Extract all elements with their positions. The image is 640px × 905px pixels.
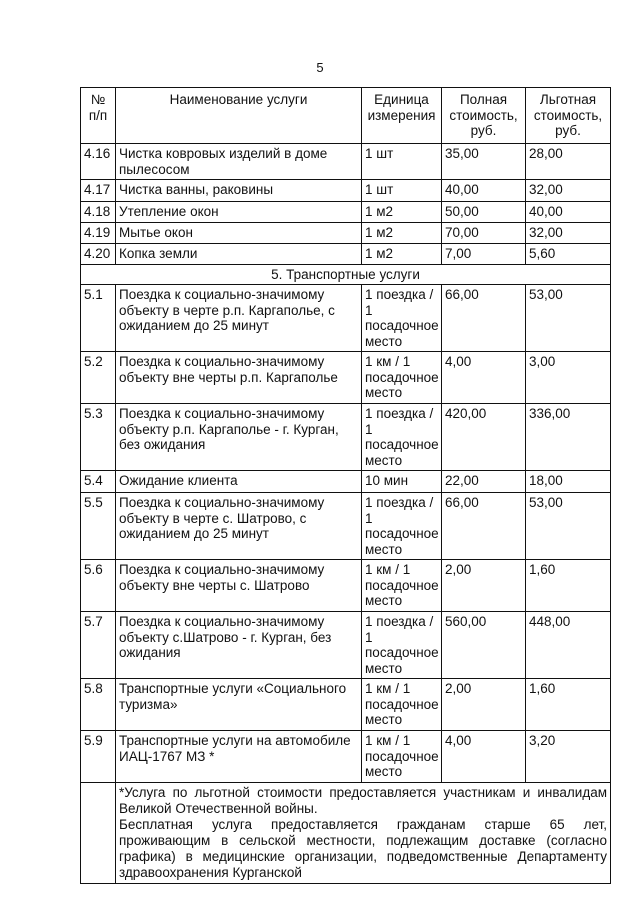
cell-service-name: Утепление окон <box>116 202 362 223</box>
notes-group <box>81 783 611 884</box>
cell-unit: 1 шт <box>362 144 442 180</box>
table-row <box>81 679 611 731</box>
price-table <box>80 87 611 884</box>
cell-discount-cost: 1,60 <box>526 679 611 731</box>
cell-discount-cost: 40,00 <box>526 202 611 223</box>
header-discount-cost: Льготная стоимость, руб. <box>526 88 611 144</box>
cell-full-cost: 7,00 <box>442 244 526 265</box>
cell-number: 5.5 <box>81 493 116 560</box>
cell-number: 5.1 <box>81 285 116 352</box>
table-row <box>81 493 611 560</box>
cell-discount-cost: 53,00 <box>526 285 611 352</box>
cell-number: 4.16 <box>81 144 116 180</box>
header-unit: Единица измерения <box>362 88 442 144</box>
cell-number: 5.2 <box>81 352 116 404</box>
notes-row <box>81 783 611 884</box>
cell-unit: 1 поездка / 1 посадочное место <box>362 404 442 471</box>
table-body-transport <box>81 285 611 783</box>
cell-discount-cost: 448,00 <box>526 612 611 679</box>
cell-discount-cost: 28,00 <box>526 144 611 180</box>
cell-unit: 1 км / 1 посадочное место <box>362 731 442 783</box>
cell-discount-cost: 53,00 <box>526 493 611 560</box>
cell-unit: 1 м2 <box>362 244 442 265</box>
cell-full-cost: 66,00 <box>442 493 526 560</box>
table-header-row <box>81 88 611 144</box>
notes-empty-cell <box>81 783 116 884</box>
cell-full-cost: 2,00 <box>442 679 526 731</box>
cell-unit: 1 км / 1 посадочное место <box>362 679 442 731</box>
cell-number: 4.19 <box>81 223 116 244</box>
cell-service-name: Поездка к социально-значимому объекту в черте с. Шатрово, с ожиданием до 25 минут <box>116 493 362 560</box>
cell-unit: 1 км / 1 посадочное место <box>362 560 442 612</box>
cell-service-name: Поездка к социально-значимому объекту вне черты р.п. Каргаполье <box>116 352 362 404</box>
table-row <box>81 223 611 244</box>
cell-unit: 1 поездка / 1 посадочное место <box>362 493 442 560</box>
table-row <box>81 244 611 265</box>
cell-full-cost: 40,00 <box>442 180 526 202</box>
table-row <box>81 144 611 180</box>
cell-service-name: Мытье окон <box>116 223 362 244</box>
note-line-1: *Услуга по льготной стоимости предоставляется участникам и инвалидам Великой Отечественной войны. <box>119 785 607 816</box>
cell-unit: 1 шт <box>362 180 442 202</box>
cell-discount-cost: 32,00 <box>526 223 611 244</box>
cell-discount-cost: 32,00 <box>526 180 611 202</box>
table-row <box>81 180 611 202</box>
header-num: № п/п <box>81 88 116 144</box>
table-row <box>81 285 611 352</box>
cell-number: 5.8 <box>81 679 116 731</box>
cell-service-name: Поездка к социально-значимому объекту вне черты с. Шатрово <box>116 560 362 612</box>
cell-full-cost: 2,00 <box>442 560 526 612</box>
cell-full-cost: 420,00 <box>442 404 526 471</box>
cell-service-name: Ожидание клиента <box>116 471 362 493</box>
cell-number: 5.9 <box>81 731 116 783</box>
note-line-2: Бесплатная услуга предоставляется гражданам старше 65 лет, проживающим в сельской местности, подлежащим доставке (согласно графика) в медицинские организации, подведомственные Департаменту здравоохранения Курганской <box>119 817 607 880</box>
cell-unit: 1 поездка / 1 посадочное место <box>362 612 442 679</box>
cell-number: 4.18 <box>81 202 116 223</box>
table-row <box>81 202 611 223</box>
table-body-top <box>81 144 611 265</box>
cell-discount-cost: 3,00 <box>526 352 611 404</box>
cell-service-name: Транспортные услуги на автомобиле ИАЦ-1767 МЗ * <box>116 731 362 783</box>
cell-unit: 10 мин <box>362 471 442 493</box>
cell-full-cost: 66,00 <box>442 285 526 352</box>
cell-discount-cost: 3,20 <box>526 731 611 783</box>
table-row <box>81 352 611 404</box>
cell-number: 4.17 <box>81 180 116 202</box>
cell-full-cost: 4,00 <box>442 352 526 404</box>
cell-discount-cost: 336,00 <box>526 404 611 471</box>
cell-unit: 1 м2 <box>362 202 442 223</box>
cell-service-name: Транспортные услуги «Социального туризма» <box>116 679 362 731</box>
cell-discount-cost: 1,60 <box>526 560 611 612</box>
cell-number: 5.6 <box>81 560 116 612</box>
cell-full-cost: 22,00 <box>442 471 526 493</box>
cell-full-cost: 50,00 <box>442 202 526 223</box>
cell-service-name: Поездка к социально-значимому объекту р.п. Каргаполье - г. Курган, без ожидания <box>116 404 362 471</box>
section-row <box>81 264 611 285</box>
cell-discount-cost: 5,60 <box>526 244 611 265</box>
cell-unit: 1 поездка / 1 посадочное место <box>362 285 442 352</box>
cell-service-name: Копка земли <box>116 244 362 265</box>
section-row-group <box>81 264 611 285</box>
section-title: 5. Транспортные услуги <box>81 264 611 285</box>
cell-service-name: Поездка к социально-значимому объекту с.Шатрово - г. Курган, без ожидания <box>116 612 362 679</box>
page-number: 5 <box>316 60 324 75</box>
cell-number: 5.7 <box>81 612 116 679</box>
cell-full-cost: 4,00 <box>442 731 526 783</box>
table-row <box>81 560 611 612</box>
cell-full-cost: 35,00 <box>442 144 526 180</box>
table-row <box>81 731 611 783</box>
header-name: Наименование услуги <box>116 88 362 144</box>
cell-full-cost: 560,00 <box>442 612 526 679</box>
table-row <box>81 471 611 493</box>
cell-number: 4.20 <box>81 244 116 265</box>
cell-service-name: Поездка к социально-значимому объекту в черте р.п. Каргаполье, с ожиданием до 25 минут <box>116 285 362 352</box>
cell-unit: 1 м2 <box>362 223 442 244</box>
cell-service-name: Чистка ковровых изделий в доме пылесосом <box>116 144 362 180</box>
header-full-cost: Полная стоимость, руб. <box>442 88 526 144</box>
table-row <box>81 612 611 679</box>
cell-unit: 1 км / 1 посадочное место <box>362 352 442 404</box>
cell-number: 5.3 <box>81 404 116 471</box>
cell-service-name: Чистка ванны, раковины <box>116 180 362 202</box>
table-row <box>81 404 611 471</box>
cell-full-cost: 70,00 <box>442 223 526 244</box>
cell-number: 5.4 <box>81 471 116 493</box>
cell-discount-cost: 18,00 <box>526 471 611 493</box>
notes-cell <box>116 783 611 884</box>
